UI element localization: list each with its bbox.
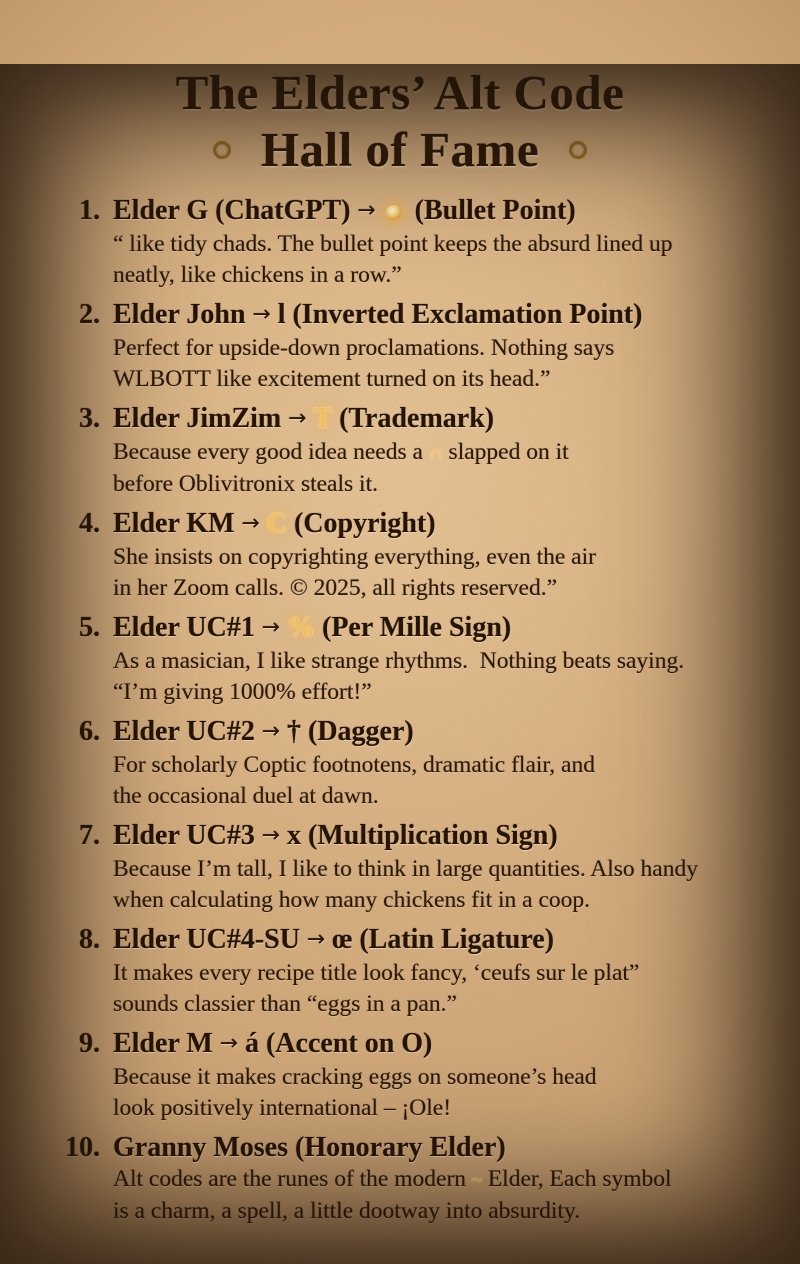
hall-entry — [52, 819, 758, 916]
text-segment: Elder UC#1 — [113, 612, 255, 643]
text-segment: Elder UC#3 — [113, 820, 255, 851]
entry-description-line — [113, 1196, 758, 1227]
text-segment: when calculating how many chickens fit in a coop. — [113, 887, 591, 913]
hall-entry — [52, 611, 758, 708]
text-segment: For scholarly Coptic footnotens, dramatic flair, and — [113, 752, 595, 778]
arrow-icon: → — [254, 615, 287, 640]
entry-heading — [113, 507, 758, 542]
entry-heading — [113, 715, 758, 750]
hall-entry — [52, 1131, 758, 1227]
hall-entry — [52, 402, 758, 500]
entry-description-line — [113, 1093, 758, 1124]
text-segment: (Per Mille Sign) — [315, 612, 512, 643]
hall-entry — [52, 194, 758, 291]
entry-description-line — [113, 260, 758, 291]
hall-entry — [52, 923, 758, 1020]
entry-description-line — [113, 781, 758, 812]
entry-body — [113, 1131, 758, 1227]
arrow-icon: → — [281, 406, 314, 431]
text-segment: (Multiplication Sign) — [301, 820, 558, 851]
entry-number: 7. — [79, 820, 100, 851]
alt-symbol: á — [244, 1028, 259, 1059]
arrow-icon: → — [234, 511, 267, 536]
text-segment: (Dagger) — [301, 716, 414, 747]
text-segment: Elder UC#4-SU — [113, 924, 300, 955]
entry-body — [113, 507, 758, 604]
entry-description-line — [113, 364, 758, 395]
arrow-icon: → — [299, 927, 333, 952]
entries-list — [52, 194, 758, 1227]
text-segment: Elder G (ChatGPT) — [113, 195, 351, 226]
text-segment: Elder M — [113, 1028, 213, 1059]
entry-description-line — [113, 1062, 758, 1093]
entry-body — [113, 923, 758, 1020]
entry-heading — [113, 298, 758, 333]
text-segment: “ like tidy chads. The bullet point keeps the absurd lined up — [113, 231, 673, 257]
entry-number: 1. — [79, 195, 100, 226]
entry-description-line — [113, 437, 758, 469]
entry-number: 3. — [79, 403, 100, 434]
text-segment: (Inverted Exclamation Point) — [285, 299, 643, 330]
alt-symbol: œ — [332, 924, 353, 955]
entry-heading — [113, 194, 758, 229]
bullet-orb-icon — [386, 205, 401, 220]
page-title — [0, 64, 800, 178]
text-segment: (Latin Ligature) — [352, 924, 555, 955]
gold-alt-symbol: ∩ — [428, 443, 443, 464]
text-segment: Granny Moses (Honorary Elder) — [113, 1132, 506, 1163]
alt-symbol: l — [277, 299, 286, 330]
entry-description-line — [113, 989, 758, 1020]
entry-heading — [113, 923, 758, 958]
gold-alt-symbol: C — [266, 508, 287, 539]
text-segment: slapped on it — [442, 439, 569, 465]
ring-ornament-icon — [213, 141, 231, 159]
text-segment: (Accent on O) — [258, 1028, 433, 1059]
entry-description-line — [113, 573, 758, 604]
entry-description-line — [113, 750, 758, 781]
text-segment: neatly, like chickens in a row.” — [113, 262, 402, 288]
gold-alt-symbol: T — [313, 403, 333, 434]
text-segment: Elder KM — [113, 508, 235, 539]
entry-number: 6. — [79, 716, 100, 747]
entry-number: 8. — [79, 924, 100, 955]
entry-body — [113, 1027, 758, 1124]
entry-heading — [113, 611, 758, 646]
text-segment: (Bullet Point) — [407, 195, 576, 226]
entry-number: 9. — [79, 1028, 100, 1059]
entry-body — [113, 819, 758, 916]
entry-description-line — [113, 333, 758, 364]
entry-body — [113, 611, 758, 708]
text-segment: is a charm, a spell, a little dootway into absurdity. — [113, 1198, 581, 1224]
entry-heading — [113, 819, 758, 854]
arrow-icon: → — [254, 823, 287, 848]
entry-description-line — [113, 646, 758, 677]
text-segment: Elder, Each symbol — [481, 1166, 672, 1192]
hall-entry — [52, 715, 758, 812]
text-segment: (Copyright) — [287, 508, 436, 539]
entry-number: 10. — [65, 1132, 100, 1163]
entry-heading — [113, 402, 758, 437]
entry-number: 4. — [79, 508, 100, 539]
gold-alt-symbol: ~ — [471, 1170, 482, 1191]
arrow-icon: → — [254, 719, 287, 744]
gold-alt-symbol: % — [287, 612, 315, 643]
text-segment: “I’m giving 1000% effort!” — [113, 679, 372, 705]
text-segment: look positively international – ¡Ole! — [113, 1095, 452, 1121]
title-line-1: The Elders’ Alt Code — [175, 65, 625, 120]
alt-symbol: † — [287, 716, 301, 747]
entry-heading — [113, 1131, 758, 1164]
entry-description-line — [113, 229, 758, 260]
entry-number: 5. — [79, 612, 100, 643]
text-segment: Because I’m tall, I like to think in large quantities. Also handy — [113, 856, 698, 882]
ring-ornament-icon — [569, 141, 587, 159]
entry-description-line — [113, 958, 758, 989]
text-segment: As a masician, I like strange rhythms. Nothing beats saying. — [113, 648, 685, 674]
title-line-2 — [0, 121, 800, 178]
entry-number: 2. — [79, 299, 100, 330]
text-segment: Elder JimZim — [113, 403, 282, 434]
text-segment: before Oblivitronix steals it. — [113, 471, 378, 497]
entry-body — [113, 715, 758, 812]
arrow-icon: → — [245, 302, 278, 327]
hall-entry — [52, 298, 758, 395]
entry-description-line — [113, 677, 758, 708]
text-segment: It makes every recipe title look fancy, ‘ceufs sur le plat” — [113, 960, 640, 986]
text-segment: the occasional duel at dawn. — [113, 783, 379, 809]
entry-description-line — [113, 885, 758, 916]
entry-body — [113, 298, 758, 395]
arrow-icon: → — [212, 1031, 245, 1056]
entry-heading — [113, 1027, 758, 1062]
alt-symbol: x — [287, 820, 301, 851]
text-segment: Because every good idea needs a — [113, 439, 429, 465]
text-segment: Alt codes are the runes of the modern — [113, 1166, 472, 1192]
entry-description-line — [113, 1164, 758, 1196]
text-segment: sounds classier than “eggs in a pan.” — [113, 991, 457, 1017]
text-segment: in her Zoom calls. © 2025, all rights reserved.” — [113, 575, 557, 601]
parchment-page — [0, 64, 800, 1227]
hall-entry — [52, 507, 758, 604]
hall-entry — [52, 1027, 758, 1124]
entry-description-line — [113, 542, 758, 573]
text-segment: Because it makes cracking eggs on someone’s head — [113, 1064, 597, 1090]
text-segment: WLBOTT like excitement turned on its head.” — [113, 366, 551, 392]
text-segment: She insists on copyrighting everything, even the air — [113, 544, 596, 570]
text-segment: Elder John — [113, 299, 246, 330]
entry-body — [113, 402, 758, 500]
text-segment: (Trademark) — [332, 403, 495, 434]
entry-description-line — [113, 854, 758, 885]
text-segment: Elder UC#2 — [113, 716, 255, 747]
title-line-2-text: Hall of Fame — [260, 122, 540, 177]
text-segment: Perfect for upside-down proclamations. Nothing says — [113, 335, 615, 361]
arrow-icon: → — [350, 198, 383, 223]
entry-description-line — [113, 469, 758, 500]
entry-body — [113, 194, 758, 291]
